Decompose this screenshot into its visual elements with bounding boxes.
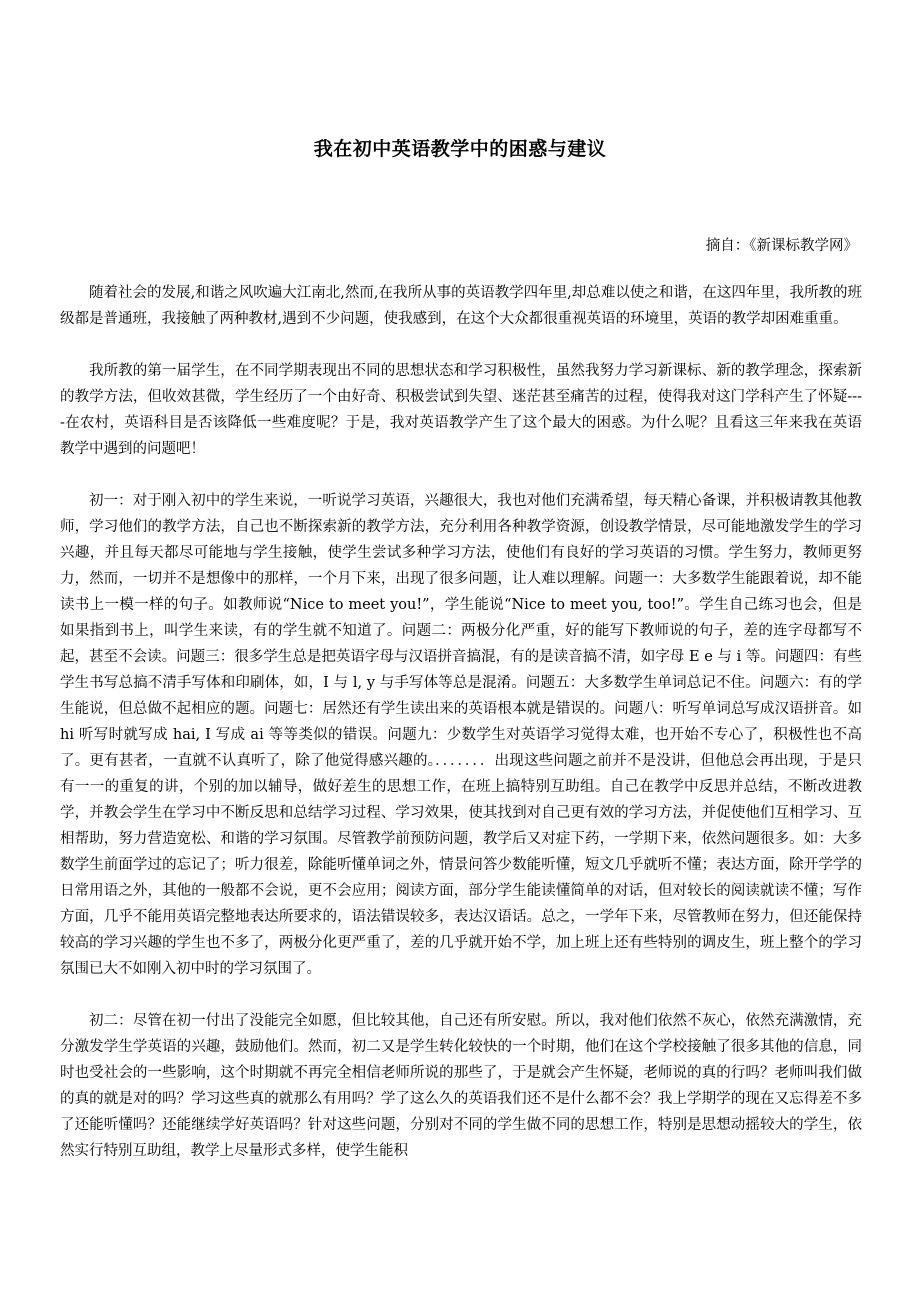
source-attribution: 摘自：《新课标教学网》 [705, 238, 858, 254]
document-title: 我在初中英语教学中的困惑与建议 [313, 138, 607, 160]
paragraph-1: 随着社会的发展,和谐之风吹遍大江南北,然而,在我所从事的英语教学四年里,却总难以使之和谐，在这四年里，我所教的班级都是普通班，我接触了两种教材,遇到不少问题，使我感到，在这个大众都很重视英语的环境里，英语的教学却困难重重。 [60, 285, 862, 327]
paragraph-3: 初一：对于刚入初中的学生来说，一听说学习英语，兴趣很大，我也对他们充满希望，每天精心备课，并积极请教其他教师，学习他们的教学方法，自己也不断探索新的教学方法，充分利用各种教学资源，创设教学情景，尽可能地激发学生的学习兴趣，并且每天都尽可能地与学生接触，使学生尝试多种学习方法，使他们有良好的学习英语的习惯。学生努力，教师更努力，然而，一切并不是想像中的那样，一个月下来，出现了很多问题，让人难以理解。问题一：大多数学生能跟着说，却不能读书上一模一样的句子。如教师说“Nice to meet you!”，学生能说“Nice to meet you, too!”。学生自己练习也会，但是如果指到书上，叫学生来读，有的学生就不知道了。问题二：两极分化严重，好的能写下教师说的句子，差的连字母都写不起，甚至不会读。问题三：很多学生总是把英语字母与汉语拼音搞混，有的是读音搞不清，如字母 E e 与 i 等。问题四：有些学生书写总搞不清手写体和印刷体，如，I 与 l, y 与手写体等总是混淆。问题五：大多数学生单词总记不住。问题六：有的学生能说，但总做不起相应的题。问题七：居然还有学生读出来的英语根本就是错误的。问题八：听写单词总写成汉语拼音。如 hi 听写时就写成 hai, I 写成 ai 等等类似的错误。问题九：少数学生对英语学习觉得太难，也开始不专心了，积极性也不高了。更有甚者，一直就不认真听了，除了他觉得感兴趣的。．．．．．．．出现这些问题之前并不是没讲，但他总会再出现，于是只有一一的重复的讲，个别的加以辅导，做好差生的思想工作，在班上搞特别互助组。自己在教学中反思并总结，不断改进教学，并教会学生在学习中不断反思和总结学习过程、学习效果，使其找到对自己更有效的学习方法，并促使他们互相学习、互相帮助，努力营造宽松、和谐的学习氛围。尽管教学前预防问题，教学后又对症下药，一学期下来，依然问题很多。如：大多数学生前面学过的忘记了；听力很差，除能听懂单词之外，情景问答少数能听懂，短文几乎就听不懂；表达方面，除开学学的日常用语之外，其他的一般都不会说，更不会应用；阅读方面，部分学生能读懂简单的对话，但对较长的阅读就读不懂；写作方面，几乎不能用英语完整地表达所要求的，语法错误较多，表达汉语话。总之，一学年下来，尽管教师在努力，但还能保持较高的学习兴趣的学生也不多了，两极分化更严重了，差的几乎就开始不学，加上班上还有些特别的调皮生，班上整个的学习氛围已大不如刚入初中时的学习氛围了。 [60, 493, 862, 977]
document-body [60, 280, 862, 1190]
paragraph-2: 我所教的第一届学生，在不同学期表现出不同的思想状态和学习积极性，虽然我努力学习新课标、新的教学理念，探索新的教学方法，但收效甚微，学生经历了一个由好奇、积极尝试到失望、迷茫甚至痛苦的过程，使得我对这门学科产生了怀疑----在农村，英语科目是否该降低一些难度呢？于是，我对英语教学产生了这个最大的困惑。为什么呢？且看这三年来我在英语教学中遇到的问题吧！ [60, 363, 862, 457]
paragraph-4: 初二：尽管在初一付出了没能完全如愿，但比较其他，自己还有所安慰。所以，我对他们依然不灰心，依然充满激情，充分激发学生学英语的兴趣，鼓励他们。然而，初二又是学生转化较快的一个时期，他们在这个学校接触了很多其他的信息，同时也受社会的一些影响，这个时期就不再完全相信老师所说的那些了，于是就会产生怀疑，老师说的真的行吗？老师叫我们做的真的就是对的吗？学习这些真的就那么有用吗？学了这么久的英语我们还不是什么都不会？我上学期学的现在又忘得差不多了还能听懂吗？还能继续学好英语吗？针对这些问题，分别对不同的学生做不同的思想工作，特别是思想动摇较大的学生，依然实行特别互助组，教学上尽量形式多样，使学生能积 [60, 1013, 862, 1159]
